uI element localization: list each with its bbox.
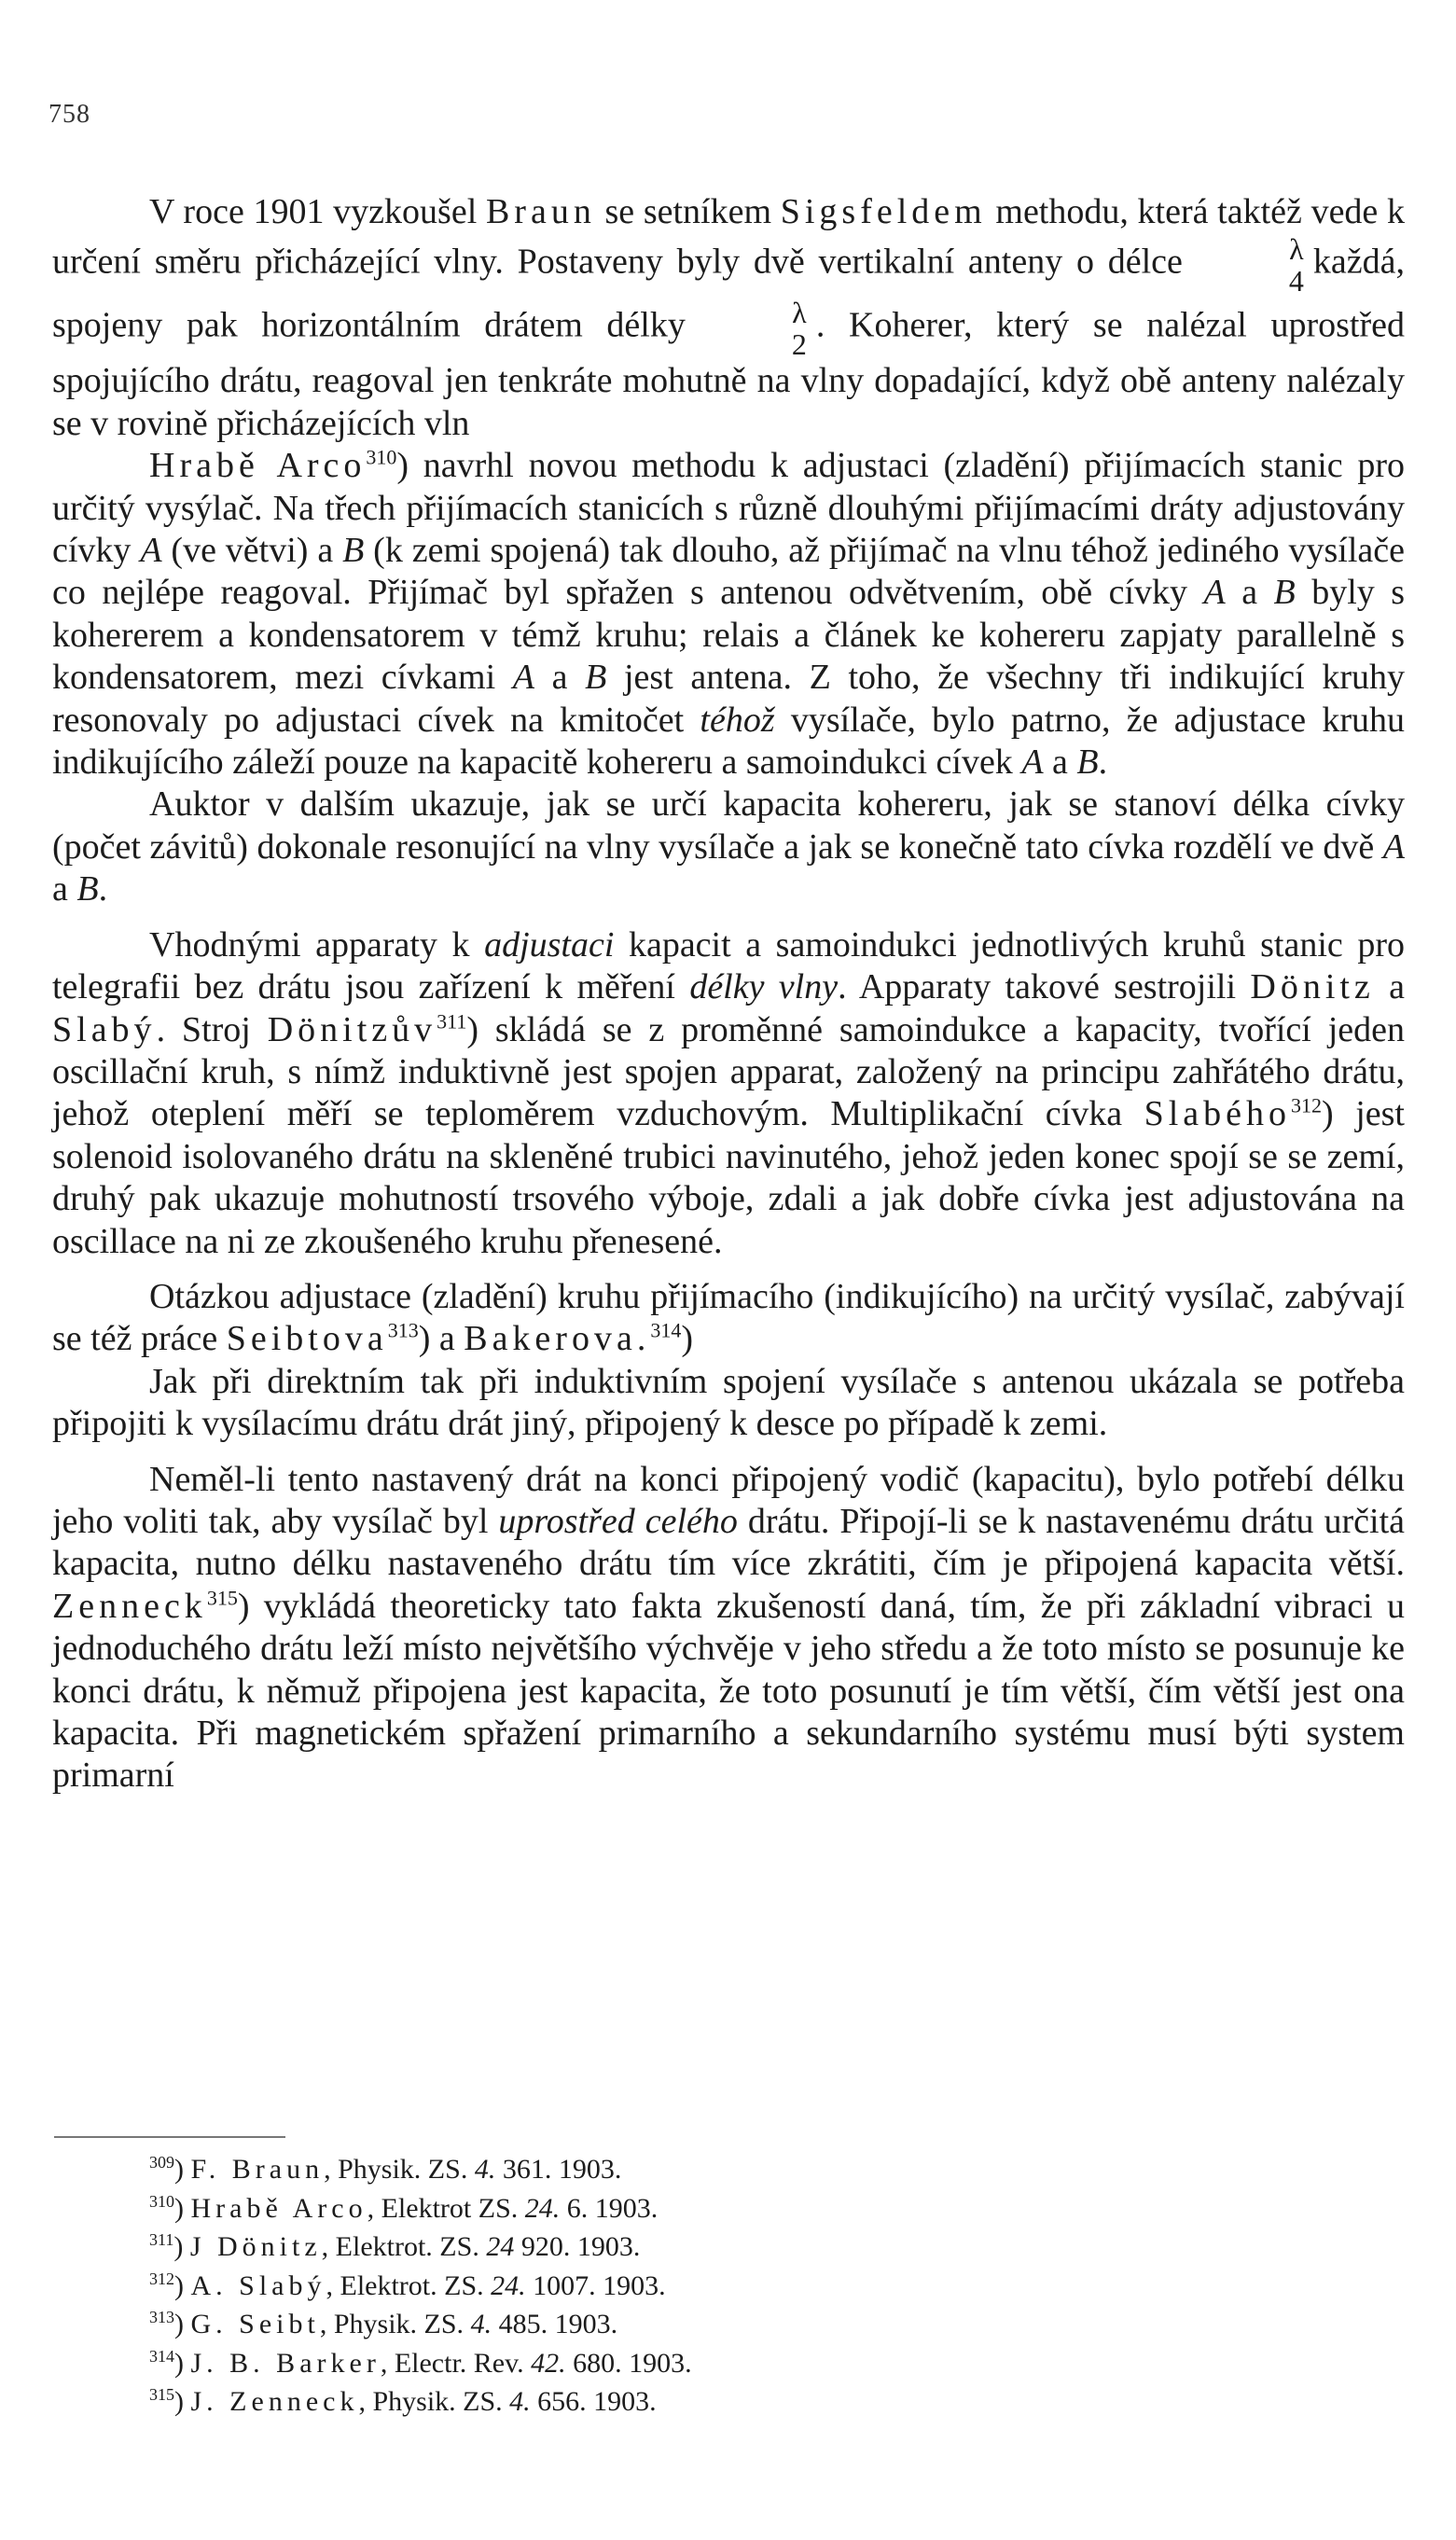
ref-311: 311 [437, 1008, 467, 1033]
ref-312: 312 [1291, 1093, 1323, 1117]
author-donitz: Dönitz [1250, 967, 1375, 1007]
author-baker: Bakerova. [464, 1319, 651, 1359]
ref-313: 313 [387, 1318, 419, 1342]
paragraph-2: Hrabě Arco$^{310}$) navrhl novou methodu k adjustaci (zladění) přijímacích stanic pro určitý vysýlač. Na třech přijímacích stanicích s různě dlouhými přijímacími dráty adjustovány cívky A (ve větvi) a B (k zemi spojená) tak dlouho, až přijímač na vlnu téhož jediného vysílače co nejlépe reagoval. Přijímač byl spřažen s antenou odvětvením, obě cívky A a B byly s kohererem a kondensatorem v témž kruhu; relais a článek ke kohereru zapjaty parallelně s kondensatorem, mezi cívkami A a B jest antena. Z toho, že všechny tři indikující kruhy resonovaly po adjustaci cívek na kmitočet téhož vysílače, bylo patrno, že adjustace kruhu indikujícího záleží pouze na kapacitě kohereru a samoindukci cívek A a B. [52, 445, 1405, 783]
page-number: 758 [49, 100, 90, 129]
fraction-lambda-2: λ 2 [791, 296, 807, 362]
paragraph-5: Otázkou adjustace (zladění) kruhu přijímacího (indikujícího) na určitý vysílač, zabývají se též práce Seibtova$^{313}$) a Bakerova.$^{314}$) [52, 1276, 1405, 1359]
author-slaby: Slabý [52, 1009, 157, 1049]
paragraph-4: Vhodnými apparaty k adjustaci kapacit a samoindukci jednotlivých kruhů stanic pro telegrafii bez drátu jsou zařízení k měření délky vlny. Apparaty takové sestrojili Dönitz a Slabý. Stroj Dönitzův$^{311}$) skládá se z proměnné samoindukce a kapacity, tvořící jeden oscillační kruh, s nímž induktivně jest spojen apparat, založený na principu zahřátého drátu, jehož oteplení měří se teploměrem vzduchovým. Multiplikační cívka Slabého$^{312}$) jest solenoid isolovaného drátu na skleněné trubici navinutého, jehož jeden konec spojí se se zemí, druhý pak ukazuje mohutností trsového výboje, zdali a jak dobře cívka jest adjustována na oscillace na ni ze zkoušeného kruhu přenesené. [52, 924, 1406, 1261]
body-text [52, 191, 1405, 1797]
ref-315: 315 [206, 1586, 238, 1610]
author-zenneck: Zenneck [52, 1586, 207, 1626]
paragraph-1: V roce 1901 vyzkoušel Braun se setníkem Sigsfeldem methodu, která taktéž vede k určení směru přicházející vlny. Postaveny byly dvě vertikalní anteny o délce λ 4 každá, spojeny pak horizontálním drátem délky λ 2 . Koherer, který se nalézal uprostřed spojujícího drátu, reagoval jen tenkráte mohutně na vlny dopadající, když obě anteny nalézaly se v rovině přicházejících vln [52, 192, 1405, 443]
fraction-lambda-4: λ 4 [1288, 232, 1304, 298]
author-sigsfeld: Sigsfeldem [780, 192, 987, 231]
footnote-309: $^{309}$) F. Braun, Physik. ZS. 4. 361. 1903. [149, 2153, 622, 2185]
author-braun: Braun [485, 192, 596, 231]
footnotes [149, 2150, 1362, 2422]
paragraph-7: Neměl-li tento nastavený drát na konci připojený vodič (kapacitu), bylo potřebí délku jeho voliti tak, aby vysílač byl uprostřed celého drátu. Připojí-li se k nastavenému drátu určitá kapacita, nutno délku nastaveného drátu tím více zkrátiti, čím je připojená kapacita větší. Zenneck$^{315}$) vykládá theoreticky tato fakta zkušeností daná, tím, že při základní vibraci u jednoduchého drátu leží místo největšího výchvěje v jeho středu a že toto místo se posunuje ke konci drátu, k němuž připojena jest kapacita, že toto posunutí je tím větší, čím větší jest ona kapacita. Při magnetickém spřažení primarního a sekundarního systému musí býti system primarní [52, 1459, 1405, 1796]
footnote-divider [54, 2136, 285, 2138]
ref-310: 310 [366, 445, 397, 469]
footnote-314: $^{314}$) J. B. Barker, Electr. Rev. 42. 680. 1903. [149, 2346, 692, 2379]
footnote-310: $^{310}$) Hrabě Arco, Elektrot ZS. 24. 6. 1903. [149, 2191, 659, 2224]
footnote-315: $^{315}$) J. Zenneck, Physik. ZS. 4. 656. 1903. [149, 2385, 657, 2417]
paragraph-3: Auktor v dalším ukazuje, jak se určí kapacita kohereru, jak se stanoví délka cívky (počet závitů) dokonale resonující na vlny vysílače a jak se konečně tato cívka rozdělí ve dvě A a B. [52, 784, 1405, 909]
author-seibt: Seibtova [226, 1319, 388, 1359]
paragraph-6: Jak při direktním tak při induktivním spojení vysílače s antenou ukázala se potřeba připojiti k vysílacímu drátu drát jiný, připojený k desce po případě k zemi. [52, 1361, 1405, 1444]
footnote-312: $^{312}$) A. Slabý, Elektrot. ZS. 24. 1007. 1903. [149, 2269, 666, 2301]
footnote-313: $^{313}$) G. Seibt, Physik. ZS. 4. 485. 1903. [149, 2308, 618, 2339]
ref-314: 314 [650, 1318, 682, 1342]
footnote-311: $^{311}$) J Dönitz, Elektrot. ZS. 24 920. 1903. [149, 2230, 641, 2262]
author-arco: Hrabě Arco [149, 446, 367, 486]
